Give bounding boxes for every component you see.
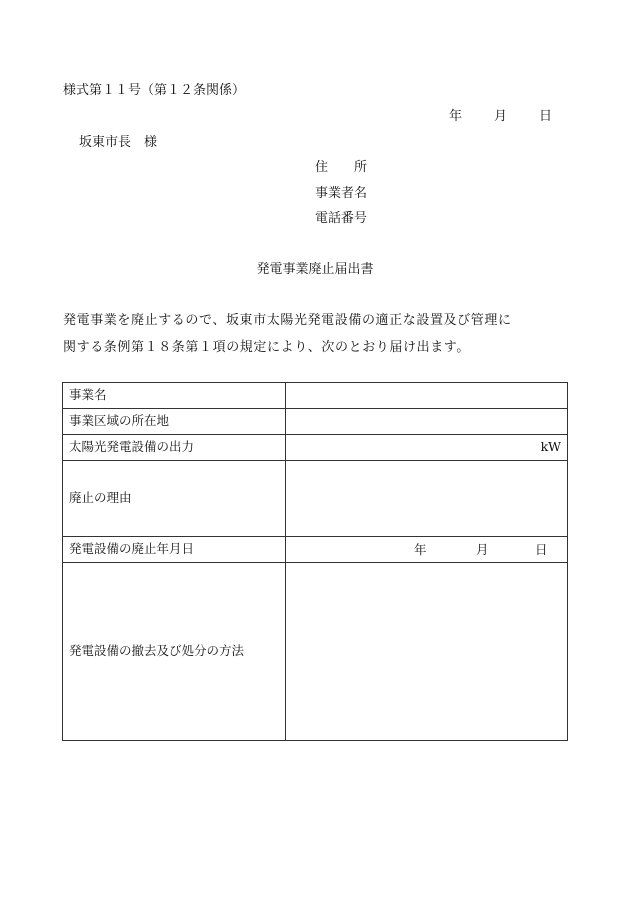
table-row [63,563,568,741]
abolition-date-year: 年 [414,541,427,557]
body-text-line2: 関する条例第１８条第１項の規定により、次のとおり届け出ます。 [63,340,470,355]
sender-phone-label: 電話番号 [315,211,368,226]
abolition-date-day: 日 [535,541,548,557]
document-title: 発電事業廃止届出書 [256,262,374,277]
output-label: 太陽光発電設備の出力 [63,435,286,461]
output-unit: kW [540,439,561,455]
abolition-date-label: 発電設備の廃止年月日 [63,537,286,563]
date-day-label: 日 [539,109,553,124]
date-month-label: 月 [494,109,508,124]
removal-method-field[interactable] [286,563,568,741]
business-area-location-field[interactable] [286,409,568,435]
removal-method-label: 発電設備の撤去及び処分の方法 [63,563,286,741]
abolition-date-month: 月 [476,541,489,557]
table-row [63,435,568,461]
form-table [62,382,568,741]
table-row [63,409,568,435]
table-row [63,461,568,537]
form-number: 様式第１１号（第１２条関係） [63,83,246,98]
body-text-line1: 発電事業を廃止するので、坂東市太陽光発電設備の適正な設置及び管理に [63,313,512,328]
sender-name-label: 事業者名 [315,186,368,201]
reason-field[interactable] [286,461,568,537]
abolition-date-field[interactable] [286,537,568,563]
output-field[interactable] [286,435,568,461]
table-row [63,537,568,563]
sender-address-label: 住 所 [315,160,368,175]
business-name-field[interactable] [286,383,568,409]
recipient: 坂東市長 様 [79,135,158,150]
table-row [63,383,568,409]
reason-label: 廃止の理由 [63,461,286,537]
business-name-label: 事業名 [63,383,286,409]
business-area-location-label: 事業区域の所在地 [63,409,286,435]
date-year-label: 年 [449,109,463,124]
